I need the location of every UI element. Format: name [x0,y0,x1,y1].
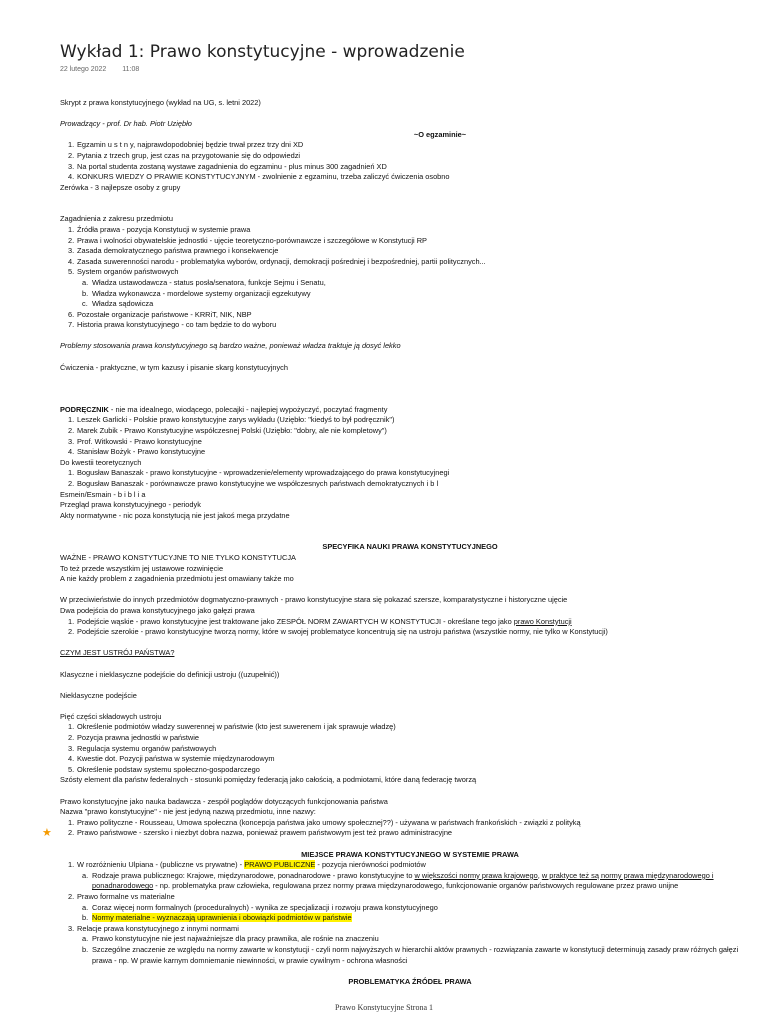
list-item: 4. Stanisław Bożyk - Prawo konstytucyjne [68,447,206,457]
approaches-heading: Dwa podejścia do prawa konstytucyjnego jako gałęzi prawa [60,605,255,615]
list-item: 3. Na portal studenta zostaną wystawe zagadnienia do egzaminu - plus minus 300 zagadnień XD [68,161,387,171]
topics-heading: Zagadnienia z zakresu przedmiotu [60,214,173,224]
contrast-line: W przeciwieństwie do innych przedmiotów dogmatyczno-prawnych - prawo konstytucyjne stara się pokazać szersze, komparatystyczne i historyczne ujęcie [60,595,568,605]
theory-heading: Do kwestii teoretycznych [60,457,142,467]
section-heading: SPECYFIKA NAUKI PRAWA KONSTYTUCYJNEGO [322,542,498,552]
list-item: 5. Określenie podstaw systemu społeczno-gospodarczego [68,764,260,774]
list-item: 6. Pozostałe organizacje państwowe - KRRiT, NIK, NBP [68,309,252,319]
list-item: 1. Egzamin u s t n y, najprawdopodobniej będzie trwał przez trzy dni XD [68,140,304,150]
list-item: 3. Regulacja systemu organów państwowych [68,743,217,753]
names-list [60,818,760,839]
list-item: 4. KONKURS WIEDZY O PRAWIE KONSTYTUCYJNYM - zwolnienie z egzaminu, trzeba zaliczyć ćwiczenia osobno [68,172,450,182]
list-item: 2. Prawa i wolności obywatelskie jednostki - ujęcie teoretyczno-porównawcze i szczegółowe w Konstytucji RP [68,235,427,245]
list-item: 2. Marek Zubik - Prawo Konstytucyjne współczesnej Polski (Uziębło: "dobry, ale nie kompletowy") [68,426,387,436]
list-item: 3. Prof. Witkowski - Prawo konstytucyjne [68,436,202,446]
list-item: 2. Prawo formalne vs materialne [68,891,175,901]
list-item: 1. Prawo polityczne - Rousseau, Umowa społeczna (koncepcja państwa jako umowy społecznej??) - używana w państwach frankońskich - związki z polityką [68,817,581,827]
list-item: 2. Pytania z trzech grup, jest czas na przygotowanie się do odpowiedzi [68,150,301,160]
sub-list-item: c. Władza sądowicza [82,299,154,309]
page-title: Wykład 1: Prawo konstytucyjne - wprowadzenie [60,42,465,62]
approaches-list [60,617,760,638]
sub-list-item: a. Rodzaje prawa publicznego: Krajowe, międzynarodowe, ponadnarodowe - prawo konstytucyjne to w większości normy prawa krajowego, w praktyce też są normy prawa międzynarodowego i ponadnarodowego - np. problematyka praw człowieka, regulowana przez normy prawa międzynarodowego, funkcjonowanie organów państwowych regulowane przez prawo unijne [82,870,714,891]
exercises-line: Ćwiczenia - praktyczne, w tym kazusy i pisanie skarg konstytucyjnych [60,362,288,372]
sub-list-item: b. Szczególne znaczenie ze względu na normy zawarte w konstytucji - czyli norm najwyższych w hierarchii aktów prawnych - rozwiązania zawarte w konstytucji determinują zasady praw różnych gałęzi prawa - np. W prawie karnym domniemanie niewinności, w prawie cywilnym - ochrona własności [82,944,739,965]
star-icon: ★ [42,827,52,839]
script-line: Skrypt z prawa konstytucyjnego (wykład na UG, s. letni 2022) [60,98,261,107]
system-question: CZYM JEST USTRÓJ PAŃSTWA? [60,648,175,658]
note-body [60,98,760,987]
list-item: 3. Relacje prawa konstytucyjnego z innymi normami [68,923,239,933]
list-item: 1. Leszek Garlicki - Polskie prawo konstytucyjne zarys wykładu (Uziębło: "kiedyś to był podręcznik") [68,415,395,425]
note-time: 11:08 [122,66,140,73]
place-list [60,860,760,966]
list-item: 4. Zasada suwerenności narodu - problematyka wyborów, ordynacji, demokracji pośredniej i bezpośredniej, partii politycznych... [68,256,486,266]
list-item: 2. Prawo państwowe - szersko i niezbyt dobra nazwa, ponieważ prawem państwowym jest też prawo administracyjne [68,828,453,838]
section-heading: PROBLEMATYKA ŹRÓDEŁ PRAWA [348,976,472,986]
list-item: 7. Historia prawa konstytucyjnego - co tam będzie to do wyboru [68,320,277,330]
list-item: 2. Pozycja prawna jednostki w państwie [68,733,200,743]
esmein-line: Esmein/Esmain - b i b l i a [60,489,146,499]
exam-heading: ~O egzaminie~ [413,129,467,139]
research-line: Prawo konstytucyjne jako nauka badawcza - zespół poglądów dotyczących funkcjonowania państwa [60,796,388,806]
list-item: 1. W rozróżnieniu Ulpiana - (publiczne vs prywatne) - PRAWO PUBLICZNE - pozycja nierówności podmiotów [68,860,426,870]
statutory-line: To też przede wszystkim jej ustawowe rozwinięcie [60,563,224,573]
names-heading: Nazwa "prawo konstytucyjne" - nie jest jedyną nazwą przedmiotu, inne nazwy: [60,807,316,817]
parts-heading: Pięć części składowych ustroju [60,711,162,721]
topics-list [60,225,760,331]
page-footer: Prawo Konstytucyjne Strona 1 [335,1003,433,1012]
list-item: 1. Źródła prawa - pozycja Konstytucji w systemie prawa [68,224,251,234]
sub-list-item: a. Prawo konstytucyjne nie jest najważniejsze dla pracy prawnika, ale rośnie na znaczeniu [82,934,379,944]
sixth-element-line: Szósty element dla państw federalnych - stosunki pomiędzy federacją jako całością, a podmiotami, które daną federację tworzą [60,775,477,785]
textbook-line: PODRĘCZNIK - nie ma idealnego, wiodącego, polecajki - najlepiej wypożyczyć, poczytać fragmenty [60,404,388,414]
lecturer-line: Prowadzący - prof. Dr hab. Piotr Uziębło [60,119,192,129]
definitions-line: Klasyczne i nieklasyczne podejście do definicji ustroju ((uzupełnić)) [60,669,280,679]
parts-list [60,722,760,775]
sub-list-item: a. Coraz więcej norm formalnych (proceduralnych) - wynika ze specjalizacji i rozwoju prawa konstytucyjnego [82,902,438,912]
note-date: 22 lutego 2022 [60,66,107,73]
important-line: WAŻNE - PRAWO KONSTYTUCYJNE TO NIE TYLKO KONSTYTUCJA [60,552,296,562]
list-item: 5. System organów państwowych [68,267,179,277]
note-datetime [60,66,153,73]
acts-line: Akty normatywne - nic poza konstytucją nie jest jakoś mega przydatne [60,510,290,520]
section-heading: MIEJSCE PRAWA KONSTYTUCYJNEGO W SYSTEMIE PRAWA [301,849,519,859]
nonclassical-line: Nieklasyczne podejście [60,690,137,700]
list-item: 1. Określenie podmiotów władzy suwerennej w państwie (kto jest suwerenem i jak sprawuje władzę) [68,722,396,732]
problems-line: Problemy stosowania prawa konstytucyjnego są bardzo ważne, ponieważ władza traktuje ją dosyć lekko [60,341,401,351]
list-item: 1. Bogusław Banaszak - prawo konstytucyjne - wprowadzenie/elementy wprowadzającego do prawa konstytucyjnegi [68,468,450,478]
list-item: 4. Kwestie dot. Pozycji państwa w systemie międzynarodowym [68,754,275,764]
books-list [60,415,760,457]
zero-term-line: Zerówka - 3 najlepsze osoby z grupy [60,182,181,192]
sub-list-item: b. Normy materialne - wyznaczają uprawnienia i obowiązki podmiotów w państwie [82,913,352,923]
list-item: 2. Podejście szerokie - prawo konstytucyjne tworzą normy, które w swojej problematyce koncentrują się na ustroju państwa (wszystkie normy, nie tylko w Konstytucji) [68,627,608,637]
sub-list-item: a. Władza ustawodawcza - status posła/senatora, funkcje Sejmu i Senatu, [82,277,326,287]
exam-list [60,140,760,182]
not-every-line: A nie każdy problem z zagadnienia przedmiotu jest omawiany także mo [60,574,294,584]
sub-list-item: b. Władza wykonawcza - mordelowe systemy organizacji egzekutywy [82,288,311,298]
list-item: 1. Podejście wąskie - prawo konstytucyjne jest traktowane jako ZESPÓŁ NORM ZAWARTYCH W KONSTYTUCJI - określane tego jako prawo Konstytucji [68,616,572,626]
periodical-line: Przegląd prawa konstytucyjnego - periodyk [60,500,201,510]
theory-list [60,468,760,489]
list-item: 2. Bogusław Banaszak - porównawcze prawo konstytucyjne we współczesnych państwach demokratycznych i b l [68,479,439,488]
list-item: 3. Zasada demokratycznego państwa prawnego i konsekwencje [68,246,279,256]
